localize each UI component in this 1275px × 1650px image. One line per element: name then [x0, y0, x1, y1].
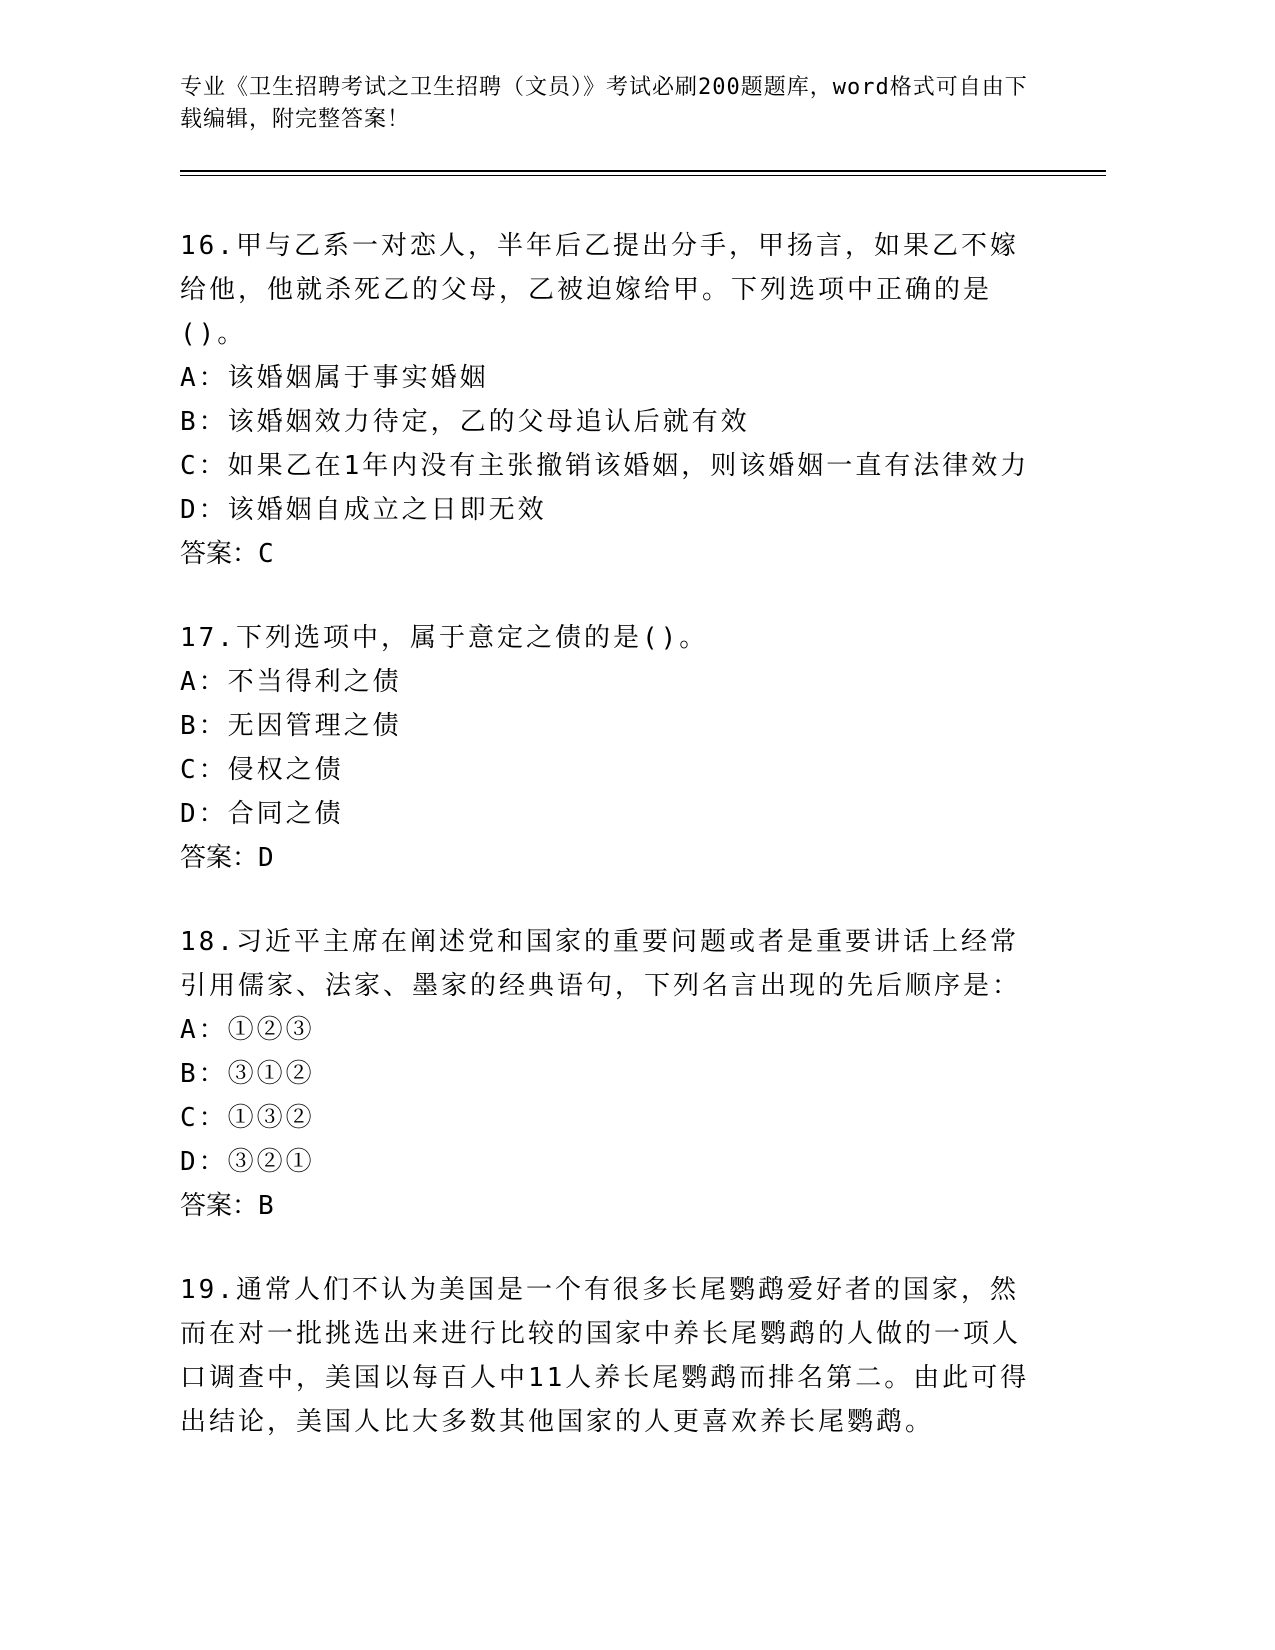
answer-value: D: [258, 843, 274, 873]
answer-label: 答案：: [180, 539, 259, 569]
question-18: [180, 920, 1040, 1228]
question-16: [180, 224, 1040, 576]
answer-line: [180, 1184, 1040, 1228]
option-b: B：该婚姻效力待定，乙的父母追认后就有效: [180, 407, 750, 437]
question-stem: 16.甲与乙系一对恋人，半年后乙提出分手，甲扬言，如果乙不嫁给他，他就杀死乙的父母，乙被迫嫁给甲。下列选项中正确的是()。: [180, 231, 1019, 349]
question-19: [180, 1268, 1040, 1444]
document-header: 专业《卫生招聘考试之卫生招聘（文员）》考试必刷200题题库，word格式可自由下载编辑，附完整答案！: [180, 75, 1028, 132]
option-b: B：③①②: [180, 1059, 315, 1089]
option-b: B：无因管理之债: [180, 711, 402, 741]
option-a: A：①②③: [180, 1015, 315, 1045]
header-divider-thin: [180, 175, 1106, 176]
option-c: C：如果乙在1年内没有主张撤销该婚姻，则该婚姻一直有法律效力: [180, 451, 1030, 481]
header-divider-thick: [180, 170, 1106, 172]
question-stem: 19.通常人们不认为美国是一个有很多长尾鹦鹉爱好者的国家，然而在对一批挑选出来进行比较的国家中养长尾鹦鹉的人做的一项人口调查中，美国以每百人中11人养长尾鹦鹉而排名第二。由此可得出结论，美国人比大多数其他国家的人更喜欢养长尾鹦鹉。: [180, 1275, 1030, 1437]
answer-label: 答案：: [180, 843, 259, 873]
question-stem: 17.下列选项中，属于意定之债的是()。: [180, 623, 709, 653]
question-stem: 18.习近平主席在阐述党和国家的重要问题或者是重要讲话上经常引用儒家、法家、墨家的经典语句，下列名言出现的先后顺序是：: [180, 927, 1022, 1001]
option-d: D：③②①: [180, 1147, 315, 1177]
answer-line: [180, 836, 1040, 880]
option-d: D：合同之债: [180, 799, 344, 829]
answer-label: 答案：: [180, 1191, 259, 1221]
answer-line: [180, 532, 1040, 576]
option-d: D：该婚姻自成立之日即无效: [180, 495, 547, 525]
option-c: C：侵权之债: [180, 755, 344, 785]
option-c: C：①③②: [180, 1103, 315, 1133]
option-a: A：不当得利之债: [180, 667, 402, 697]
answer-value: B: [258, 1191, 274, 1221]
question-17: [180, 616, 1040, 880]
option-a: A：该婚姻属于事实婚姻: [180, 363, 489, 393]
question-list: [180, 224, 1040, 1484]
answer-value: C: [258, 539, 274, 569]
